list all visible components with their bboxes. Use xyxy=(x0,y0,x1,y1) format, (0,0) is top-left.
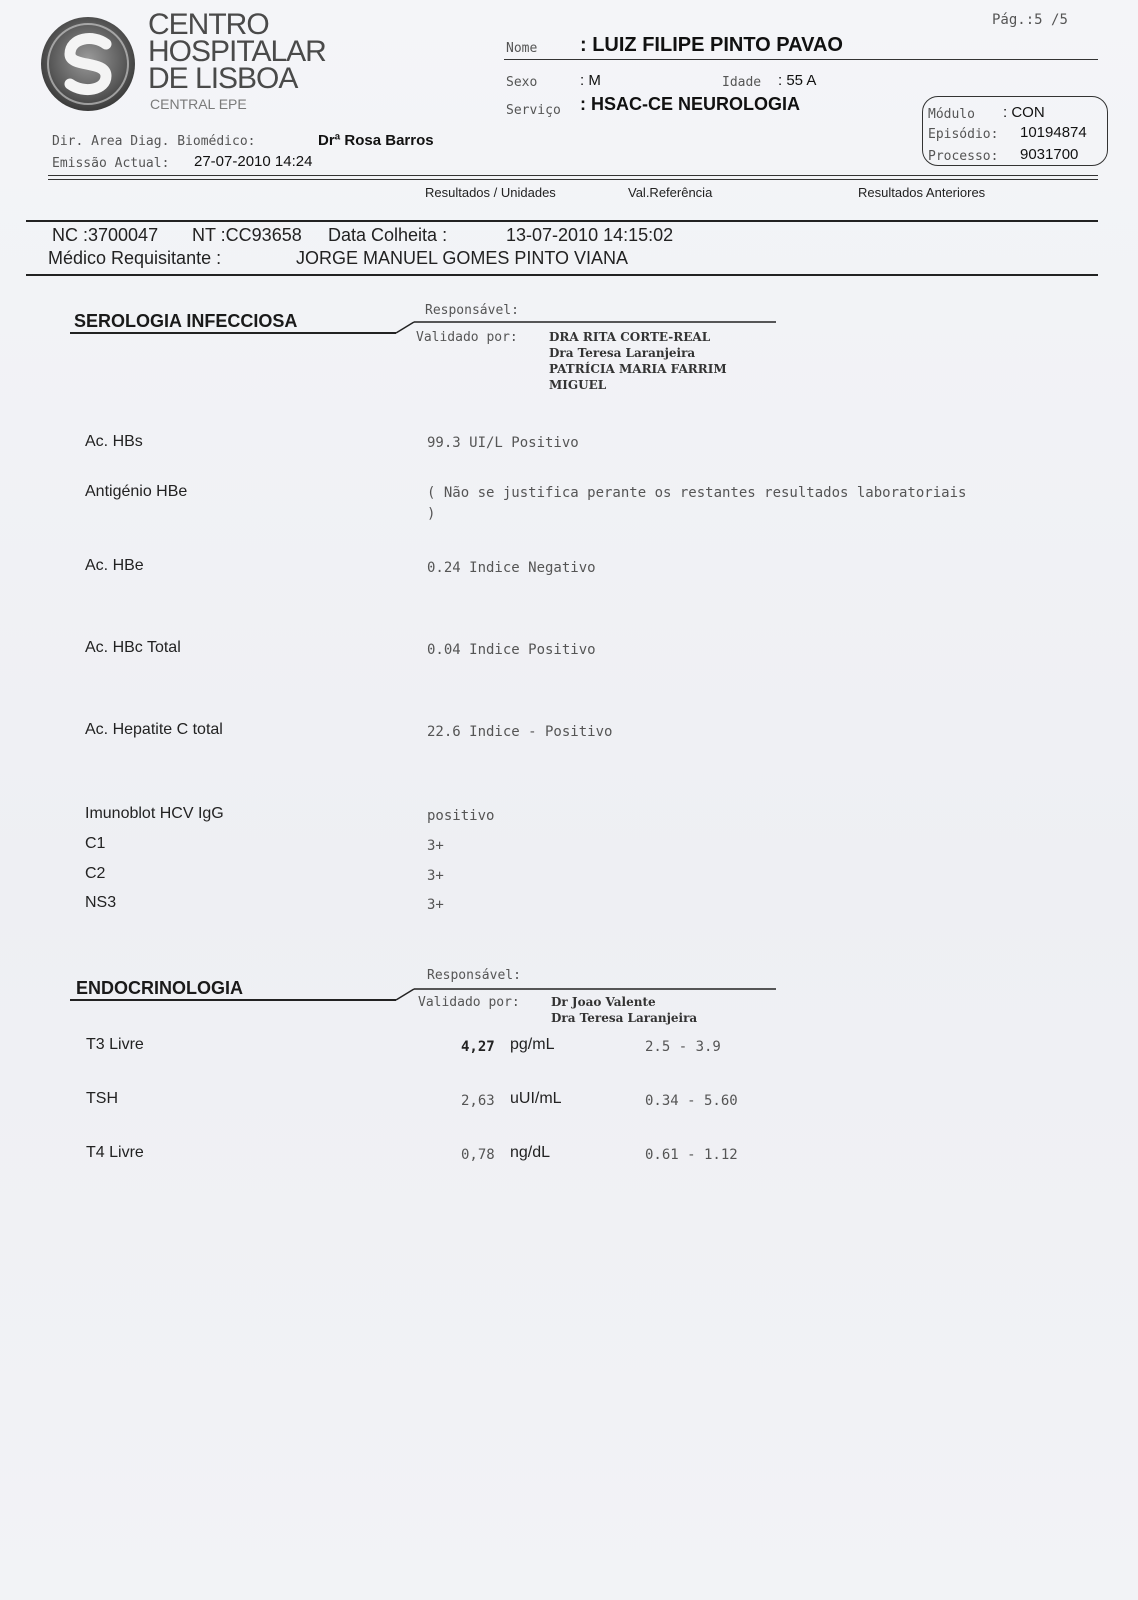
serologia-validador-1: DRA RITA CORTE-REAL xyxy=(549,330,711,344)
test-result-ac-hbc-total: 0.04 Indice Positivo xyxy=(427,642,596,658)
test-name-t4-livre: T4 Livre xyxy=(86,1144,144,1161)
test-unit-t3-livre: pg/mL xyxy=(510,1036,555,1053)
test-name-ac-hbc-total: Ac. HBc Total xyxy=(85,639,181,656)
episodio-label: Episódio: xyxy=(928,127,999,142)
test-unit-tsh: uUI/mL xyxy=(510,1090,562,1107)
header-divider-2 xyxy=(48,179,1098,180)
header-divider-1 xyxy=(48,175,1098,176)
test-value-t3-livre: 4,27 xyxy=(461,1039,495,1055)
endocrinologia-validado-label: Validado por: xyxy=(418,995,520,1010)
page-current: 5 xyxy=(1034,12,1043,28)
test-name-ns3: NS3 xyxy=(85,894,117,911)
logo-line-4: CENTRAL EPE xyxy=(150,96,247,112)
processo-label: Processo: xyxy=(928,149,999,164)
patient-name: : LUIZ FILIPE PINTO PAVAO xyxy=(580,34,843,56)
page-total: 5 xyxy=(1059,12,1068,28)
colheita-value: 13-07-2010 14:15:02 xyxy=(506,225,674,245)
nt-number: NT :CC93658 xyxy=(192,225,302,245)
logo-line-1: CENTRO xyxy=(148,8,269,41)
dir-value: Drª Rosa Barros xyxy=(318,132,434,149)
endocrinologia-title: ENDOCRINOLOGIA xyxy=(76,978,244,998)
hospital-logo-icon xyxy=(38,14,138,114)
test-name-c1: C1 xyxy=(85,835,106,852)
episodio-value: 10194874 xyxy=(1020,124,1087,141)
request-bottom-rule xyxy=(26,274,1098,276)
serologia-title: SEROLOGIA INFECCIOSA xyxy=(74,311,298,331)
test-name-imunoblot: Imunoblot HCV IgG xyxy=(85,805,224,822)
page-label: Pág.: xyxy=(992,12,1035,28)
modulo-value: : CON xyxy=(1003,104,1045,121)
logo-line-3: DE LISBOA xyxy=(148,62,298,95)
test-ref-t4-livre: 0.61 - 1.12 xyxy=(645,1147,738,1163)
col-val-ref: Val.Referência xyxy=(628,185,713,200)
endocrinologia-validador-2: Dra Teresa Laranjeira xyxy=(551,1011,698,1025)
sexo-value: : M xyxy=(580,72,601,89)
test-result-c2: 3+ xyxy=(427,868,444,884)
test-value-t4-livre: 0,78 xyxy=(461,1147,495,1163)
test-name-tsh: TSH xyxy=(86,1090,118,1107)
serologia-validado-label: Validado por: xyxy=(416,330,518,345)
test-name-c2: C2 xyxy=(85,865,106,882)
request-top-rule xyxy=(26,220,1098,222)
page-number xyxy=(992,12,1068,28)
serologia-validador-3: PATRÍCIA MARIA FARRIM xyxy=(549,362,727,376)
nome-label: Nome xyxy=(506,41,538,56)
test-result-ac-hbs: 99.3 UI/L Positivo xyxy=(427,435,579,451)
emissao-label: Emissão Actual: xyxy=(52,156,170,171)
page-separator: / xyxy=(1051,12,1060,28)
test-unit-t4-livre: ng/dL xyxy=(510,1144,551,1161)
test-name-t3-livre: T3 Livre xyxy=(86,1036,144,1053)
dir-label: Dir. Area Diag. Biomédico: xyxy=(52,134,256,149)
test-name-ac-hbe: Ac. HBe xyxy=(85,557,144,574)
name-underline xyxy=(504,59,1098,60)
test-result-antigenio-hbe: ( Não se justifica perante os restantes resultados laboratoriais xyxy=(427,485,967,501)
emissao-value: 27-07-2010 14:24 xyxy=(194,153,313,170)
servico-value: : HSAC-CE NEUROLOGIA xyxy=(580,94,800,114)
serologia-validador-4: MIGUEL xyxy=(549,378,607,392)
test-name-ac-hbs: Ac. HBs xyxy=(85,433,143,450)
test-ref-t3-livre: 2.5 - 3.9 xyxy=(645,1039,721,1055)
test-result-c1: 3+ xyxy=(427,838,444,854)
processo-value: 9031700 xyxy=(1020,146,1079,163)
serologia-validador-2: Dra Teresa Laranjeira xyxy=(549,346,696,360)
servico-label: Serviço xyxy=(506,103,561,118)
modulo-label: Módulo xyxy=(928,107,975,122)
idade-label: Idade xyxy=(722,75,762,90)
sexo-label: Sexo xyxy=(506,75,538,90)
endocrinologia-responsavel: Responsável: xyxy=(427,968,521,983)
test-result-ac-hbe: 0.24 Indice Negativo xyxy=(427,560,596,576)
col-resultados: Resultados / Unidades xyxy=(425,185,556,200)
test-value-tsh: 2,63 xyxy=(461,1093,495,1109)
nc-number: NC :3700047 xyxy=(52,225,159,245)
col-anteriores: Resultados Anteriores xyxy=(858,185,986,200)
colheita-label: Data Colheita : xyxy=(328,225,448,245)
test-result-antigenio-hbe-cont: ) xyxy=(427,506,436,522)
idade-value: : 55 A xyxy=(778,72,817,89)
test-name-antigenio-hbe: Antigénio HBe xyxy=(85,483,188,500)
medico-label: Médico Requisitante : xyxy=(48,248,222,268)
medico-value: JORGE MANUEL GOMES PINTO VIANA xyxy=(296,248,629,268)
test-ref-tsh: 0.34 - 5.60 xyxy=(645,1093,738,1109)
endocrinologia-validador-1: Dr Joao Valente xyxy=(551,995,656,1009)
test-result-ns3: 3+ xyxy=(427,897,444,913)
logo-line-2: HOSPITALAR xyxy=(148,35,326,68)
test-name-hepatite-c: Ac. Hepatite C total xyxy=(85,721,223,738)
test-result-imunoblot: positivo xyxy=(427,808,495,824)
serologia-responsavel: Responsável: xyxy=(425,303,519,318)
test-result-hepatite-c: 22.6 Indice - Positivo xyxy=(427,724,613,740)
